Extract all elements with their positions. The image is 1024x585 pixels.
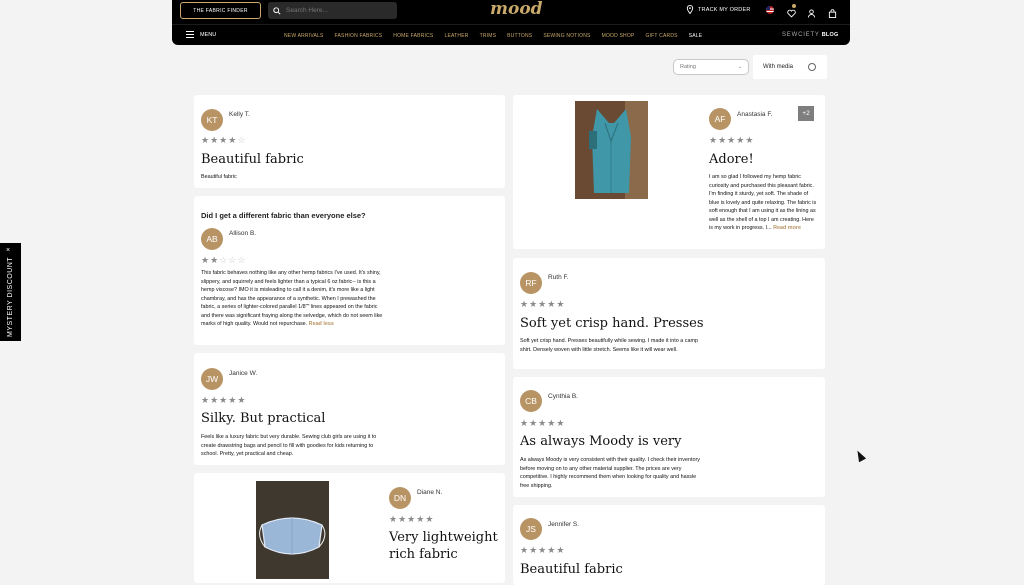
star-icon: ☆ (237, 135, 246, 145)
star-icon: ★ (228, 395, 237, 405)
cart-bag-icon[interactable] (828, 5, 837, 14)
star-icon: ★ (718, 135, 727, 145)
star-icon: ★ (210, 135, 219, 145)
reviewer-name: Kelly T. (229, 111, 250, 118)
star-rating (520, 546, 564, 555)
review-body: Feels like a luxury fabric but very durable. Sewing club girls are using it to create drawstring bags and pencil to fill with goodies for kids returning to school. Pretty, yet practical and cheap. (201, 434, 377, 457)
star-rating (520, 300, 564, 309)
with-media-filter[interactable] (753, 55, 827, 79)
star-icon: ★ (389, 514, 398, 524)
star-icon: ★ (538, 418, 547, 428)
read-more-link[interactable]: Read more (773, 225, 801, 231)
with-media-label: With media (763, 64, 794, 70)
reviewer-name: Janice W. (229, 370, 258, 377)
rating-filter-label: Rating (680, 64, 696, 70)
review-body: As always Moody is very consistent with their quality. I check their inventory before moving on to any other material supplier. The prices are very competitive. I highly recommend them when looking for quality and hassle free shipping. (520, 457, 700, 489)
hamburger-icon (186, 31, 194, 38)
mouse-cursor (854, 449, 866, 462)
avatar: KT (201, 109, 223, 131)
star-icon: ★ (538, 299, 547, 309)
review-title: Beautiful fabric (520, 562, 623, 577)
star-icon: ★ (529, 545, 538, 555)
star-icon: ★ (407, 514, 416, 524)
star-rating (201, 136, 245, 145)
wishlist-badge (792, 4, 796, 8)
star-icon: ★ (219, 395, 228, 405)
star-rating (201, 256, 245, 265)
nav-buttons[interactable]: BUTTONS (507, 33, 533, 39)
review-photo[interactable] (256, 481, 329, 579)
star-icon: ★ (398, 514, 407, 524)
search-bar[interactable] (268, 2, 397, 19)
star-icon: ★ (556, 545, 565, 555)
review-body (709, 173, 819, 233)
star-icon: ★ (538, 545, 547, 555)
star-icon: ★ (520, 299, 529, 309)
review-card (194, 353, 505, 465)
star-icon: ★ (745, 135, 754, 145)
star-rating (389, 515, 433, 524)
star-icon: ★ (529, 418, 538, 428)
star-icon: ★ (416, 514, 425, 524)
star-icon: ★ (520, 418, 529, 428)
review-text: This fabric behaves nothing like any other hemp fabrics I've used. It's shiny, slippery, and squirrely and feels lighter than a typical 6 oz fabric-- is this a hemp viscose? IMO it is misleading to call it a denim, it's more like a light chambray, and has the appearance of a synthetic. When I prewashed the fabric, a series of lighter-colored parallel 1/8"" lines appeared on the fabric and there was significant fraying along the selvedge, which do not seem like marks of high quality. Would not repurchase. (201, 270, 383, 327)
site-header (172, 0, 850, 45)
nav-sewing-notions[interactable]: SEWING NOTIONS (543, 33, 591, 39)
star-icon: ★ (210, 395, 219, 405)
mood-logo[interactable]: mood (490, 0, 543, 19)
track-order-label: TRACK MY ORDER (698, 6, 751, 13)
search-icon (273, 7, 281, 15)
star-icon: ★ (228, 135, 237, 145)
reviewer-name: Ruth F. (548, 274, 569, 281)
reviewer-name: Allison B. (229, 230, 257, 237)
star-icon: ★ (529, 299, 538, 309)
review-card (194, 473, 505, 583)
mystery-discount-tab[interactable] (0, 243, 21, 341)
review-photo[interactable] (575, 101, 648, 199)
star-icon: ★ (547, 299, 556, 309)
avatar: JS (520, 518, 542, 540)
face-mask-image (256, 481, 329, 579)
star-icon: ★ (520, 545, 529, 555)
review-body (201, 269, 383, 329)
reviewer-name: Jennifer S. (548, 521, 580, 528)
star-icon: ☆ (219, 255, 228, 265)
close-icon[interactable]: × (6, 247, 11, 254)
avatar: DN (389, 487, 411, 509)
star-icon: ★ (709, 135, 718, 145)
sewciety-blog-link[interactable] (782, 32, 838, 38)
star-icon: ☆ (237, 255, 246, 265)
rating-filter-dropdown[interactable] (673, 59, 749, 75)
avatar: JW (201, 368, 223, 390)
review-card (513, 258, 825, 369)
read-less-link[interactable]: Read less (308, 321, 334, 327)
review-title: Very lightweight rich fabric (389, 530, 498, 562)
star-icon: ★ (201, 395, 210, 405)
review-question: Did I get a different fabric than everyone else? (201, 211, 366, 220)
star-rating (201, 396, 245, 405)
star-icon: ★ (556, 418, 565, 428)
star-icon: ★ (237, 395, 246, 405)
star-rating (520, 419, 564, 428)
reviewer-name: Diane N. (417, 489, 443, 496)
review-body: Beautiful fabric (201, 174, 237, 180)
nav-links (284, 33, 713, 39)
reviewer-name: Anastasia F. (737, 111, 773, 118)
review-text: I am so glad I followed my hemp fabric curiosity and purchased this pleasant fabric. I'm finding it sturdy, yet soft. The shade of blue is lovely and quite relaxing. The fabric is soft enough that I am using it as the lining as well as the shell of a top I am creating. Here is my work in progress. I... (709, 174, 817, 231)
review-title: Silky. But practical (201, 411, 326, 426)
nav-leather[interactable]: LEATHER (444, 33, 469, 39)
nav-trims[interactable]: TRIMS (479, 33, 497, 39)
blue-top-image (575, 101, 648, 199)
mystery-discount-label: MYSTERY DISCOUNT (7, 256, 14, 337)
review-title: As always Moody is very (520, 434, 682, 449)
menu-label: MENU (200, 31, 217, 38)
reviewer-name: Cynthia B. (548, 393, 578, 400)
review-title: Soft yet crisp hand. Presses (520, 316, 704, 331)
sewciety-label: SEWCIETY (782, 32, 820, 38)
chevron-down-icon: ⌄ (737, 64, 742, 70)
star-icon: ★ (201, 135, 210, 145)
review-card (513, 377, 825, 497)
main-navigation (172, 24, 850, 45)
star-icon: ★ (556, 299, 565, 309)
review-card (194, 95, 505, 188)
nav-sale[interactable]: SALE (688, 33, 703, 39)
avatar: RF (520, 272, 542, 294)
nav-fashion-fabrics[interactable]: FASHION FABRICS (334, 33, 383, 39)
star-icon: ★ (736, 135, 745, 145)
us-flag-icon[interactable] (766, 6, 774, 14)
with-media-radio[interactable] (808, 63, 816, 71)
more-media-badge[interactable]: +2 (798, 106, 814, 121)
star-icon: ★ (210, 255, 219, 265)
star-icon: ★ (727, 135, 736, 145)
avatar: AF (709, 108, 731, 130)
review-title: Beautiful fabric (201, 152, 304, 167)
review-card (513, 505, 825, 585)
review-body: Soft yet crisp hand. Presses beautifully while sewing. I made it into a camp shirt. Densely woven with little stretch. Seems like it will wear well. (520, 338, 698, 353)
nav-gift-cards[interactable]: GIFT CARDS (645, 33, 678, 39)
track-order-link[interactable] (686, 5, 751, 14)
fabric-finder-button[interactable]: THE FABRIC FINDER (180, 2, 261, 19)
nav-mood-shop[interactable]: MOOD SHOP (601, 33, 635, 39)
avatar: AB (201, 228, 223, 250)
star-icon: ★ (547, 545, 556, 555)
avatar: CB (520, 390, 542, 412)
review-card (513, 95, 825, 249)
account-icon[interactable] (807, 5, 816, 14)
search-input[interactable] (286, 7, 386, 14)
star-icon: ★ (201, 255, 210, 265)
blog-label: BLOG (821, 32, 839, 38)
review-card (194, 196, 505, 345)
location-pin-icon (686, 5, 694, 14)
star-rating (709, 136, 753, 145)
star-icon: ★ (547, 418, 556, 428)
nav-new-arrivals[interactable]: NEW ARRIVALS (284, 33, 324, 39)
star-icon: ☆ (228, 255, 237, 265)
star-icon: ★ (219, 135, 228, 145)
star-icon: ★ (425, 514, 434, 524)
nav-home-fabrics[interactable]: HOME FABRICS (393, 33, 434, 39)
review-title: Adore! (709, 152, 754, 167)
menu-button[interactable] (186, 31, 216, 38)
